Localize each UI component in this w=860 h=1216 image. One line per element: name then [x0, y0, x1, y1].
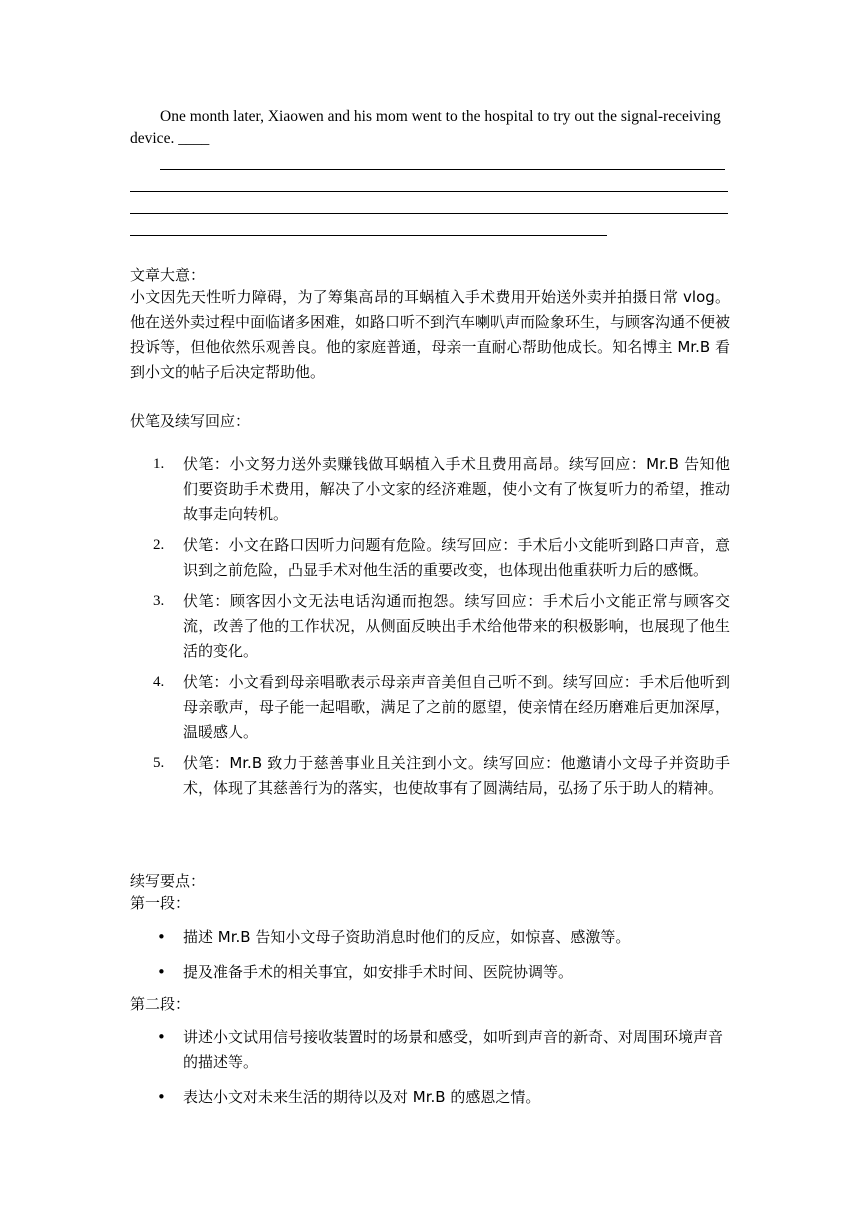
list-item: [153, 751, 730, 801]
item-number: 4.: [153, 674, 165, 690]
list-item: • 表达小文对未来生活的期待以及对 Mr.B 的感恩之情。: [183, 1085, 730, 1110]
list-item: [153, 589, 730, 664]
foreshadowing-heading: 伏笔及续写回应：: [130, 412, 251, 430]
item-number: 1.: [153, 456, 165, 472]
item-number: 2.: [153, 537, 165, 553]
list-item: • 提及准备手术的相关事宜，如安排手术时间、医院协调等。: [183, 960, 730, 985]
summary-body: 小文因先天性听力障碍，为了筹集高昂的耳蜗植入手术费用开始送外卖并拍摄日常 vlog。他在送外卖过程中面临诸多困难，如路口听不到汽车喇叭声而险象环生，与顾客沟通不便被投诉等，但他依然乐观善良。他的家庭普通，母亲一直耐心帮助他成长。知名博主 Mr.B 看到小文的帖子后决定帮助他。: [130, 288, 731, 381]
list-item: • 讲述小文试用信号接收装置时的场景和感受，如听到声音的新奇、对周围环境声音的描述等。: [183, 1025, 730, 1075]
paragraph-one-heading: 第一段：: [130, 894, 191, 912]
writing-line: [130, 235, 607, 236]
list-item: • 描述 Mr.B 告知小文母子资助消息时他们的反应，如惊喜、感激等。: [183, 925, 730, 950]
summary-heading: 文章大意：: [130, 266, 206, 284]
paragraph-two-points: [130, 1025, 730, 1120]
paragraph-one-points: [130, 925, 730, 995]
item-text: 伏笔：小文努力送外卖赚钱做耳蜗植入手术且费用高昂。续写回应：Mr.B 告知他们要资助手术费用，解决了小文家的经济难题，使小文有了恢复听力的希望，推动故事走向转机。: [183, 455, 730, 523]
key-points-heading: 续写要点：: [130, 872, 206, 890]
list-item: [153, 452, 730, 527]
item-text: 伏笔：小文在路口因听力问题有危险。续写回应：手术后小文能听到路口声音，意识到之前危险，凸显手术对他生活的重要改变，也体现出他重获听力后的感慨。: [183, 536, 730, 579]
intro-sentence: One month later, Xiaowen and his mom went to the hospital to try out the signal-receiving device. ____: [130, 108, 721, 147]
item-text: 伏笔：小文看到母亲唱歌表示母亲声音美但自己听不到。续写回应：手术后他听到母亲歌声，母子能一起唱歌，满足了之前的愿望，使亲情在经历磨难后更加深厚，温暖感人。: [183, 673, 730, 741]
item-text: 伏笔：Mr.B 致力于慈善事业且关注到小文。续写回应：他邀请小文母子并资助手术，体现了其慈善行为的落实，也使故事有了圆满结局，弘扬了乐于助人的精神。: [183, 754, 730, 797]
list-item: [153, 670, 730, 745]
list-item: [153, 533, 730, 583]
writing-line: [130, 191, 728, 192]
item-text: 伏笔：顾客因小文无法电话沟通而抱怨。续写回应：手术后小文能正常与顾客交流，改善了他的工作状况，从侧面反映出手术给他带来的积极影响，也展现了他生活的变化。: [183, 592, 730, 660]
writing-line: [130, 213, 728, 214]
foreshadowing-list: [130, 452, 730, 807]
writing-line: [160, 169, 725, 170]
paragraph-two-heading: 第二段：: [130, 995, 191, 1013]
item-number: 5.: [153, 755, 165, 771]
item-number: 3.: [153, 593, 165, 609]
